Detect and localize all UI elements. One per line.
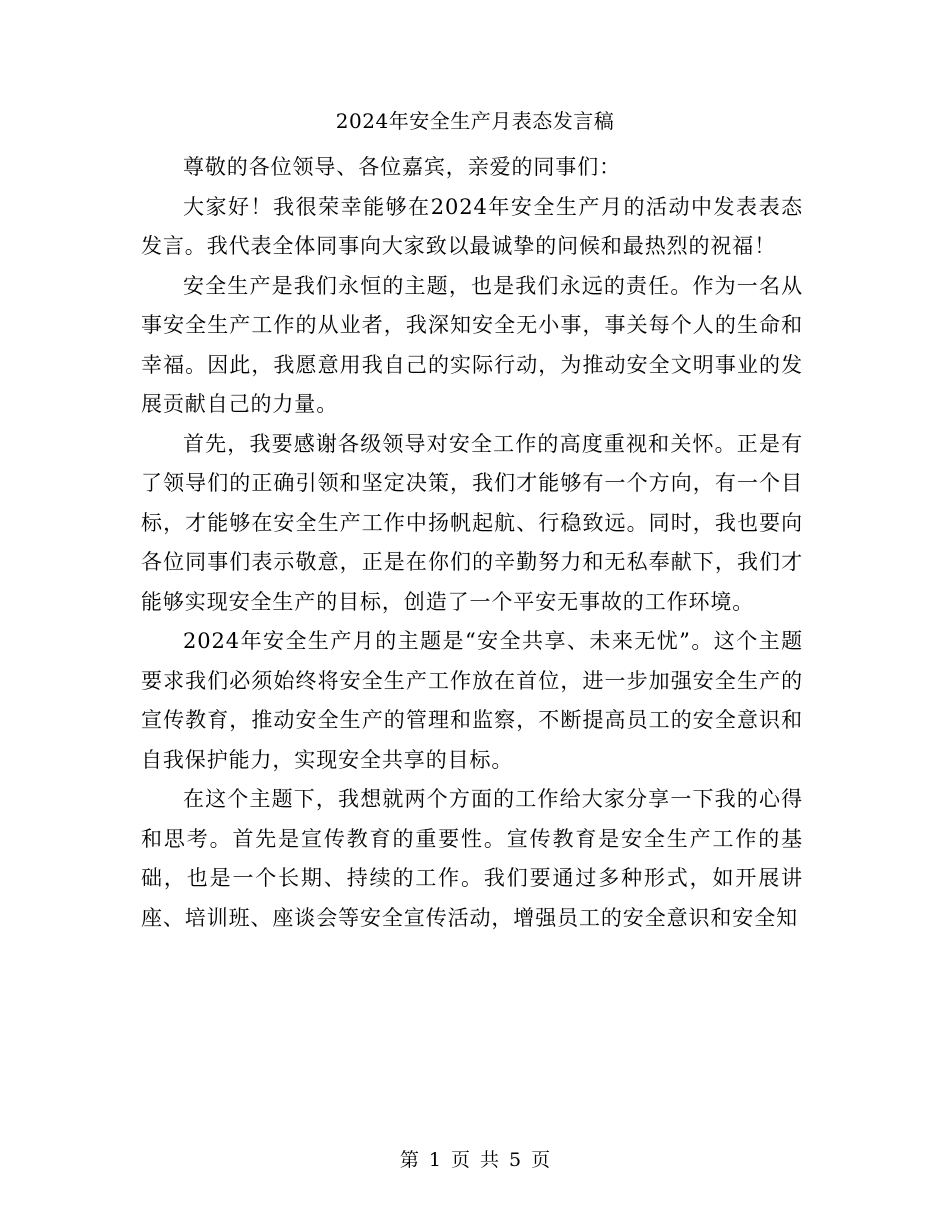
document-title: 2024年安全生产月表态发言稿 [335, 109, 615, 133]
paragraph-thanks: 首先，我要感谢各级领导对安全工作的高度重视和关怀。正是有了领导们的正确引领和坚定决策，我们才能够有一个方向，有一个目标，才能够在安全生产工作中扬帆起航、行稳致远。同时，我也要向各位同事们表示敬意，正是在你们的辛勤努力和无私奉献下，我们才能够实现安全生产的目标，创造了一个平安无事故的工作环境。 [141, 431, 803, 614]
paragraph-greeting: 大家好！我很荣幸能够在2024年安全生产月的活动中发表表态发言。我代表全体同事向大家致以最诚挚的问候和最热烈的祝福！ [141, 194, 803, 258]
paragraph-month-theme: 2024年安全生产月的主题是“安全共享、未来无忧”。这个主题要求我们必须始终将安全生产工作放在首位，进一步加强安全生产的宣传教育，推动安全生产的管理和监察，不断提高员工的安全意识和自我保护能力，实现安全共享的目标。 [141, 629, 803, 772]
page-number-footer: 第 1 页 共 5 页 [399, 1149, 551, 1171]
paragraph-theme: 安全生产是我们永恒的主题，也是我们永远的责任。作为一名从事安全生产工作的从业者，我深知安全无小事，事关每个人的生命和幸福。因此，我愿意用我自己的实际行动，为推动安全文明事业的发展贡献自己的力量。 [141, 273, 803, 416]
document-body [141, 148, 803, 938]
paragraph-reflection: 在这个主题下，我想就两个方面的工作给大家分享一下我的心得和思考。首先是宣传教育的重要性。宣传教育是安全生产工作的基础，也是一个长期、持续的工作。我们要通过多种形式，如开展讲座、培训班、座谈会等安全宣传活动，增强员工的安全意识和安全知 [141, 787, 803, 930]
salutation: 尊敬的各位领导、各位嘉宾，亲爱的同事们： [183, 155, 621, 179]
